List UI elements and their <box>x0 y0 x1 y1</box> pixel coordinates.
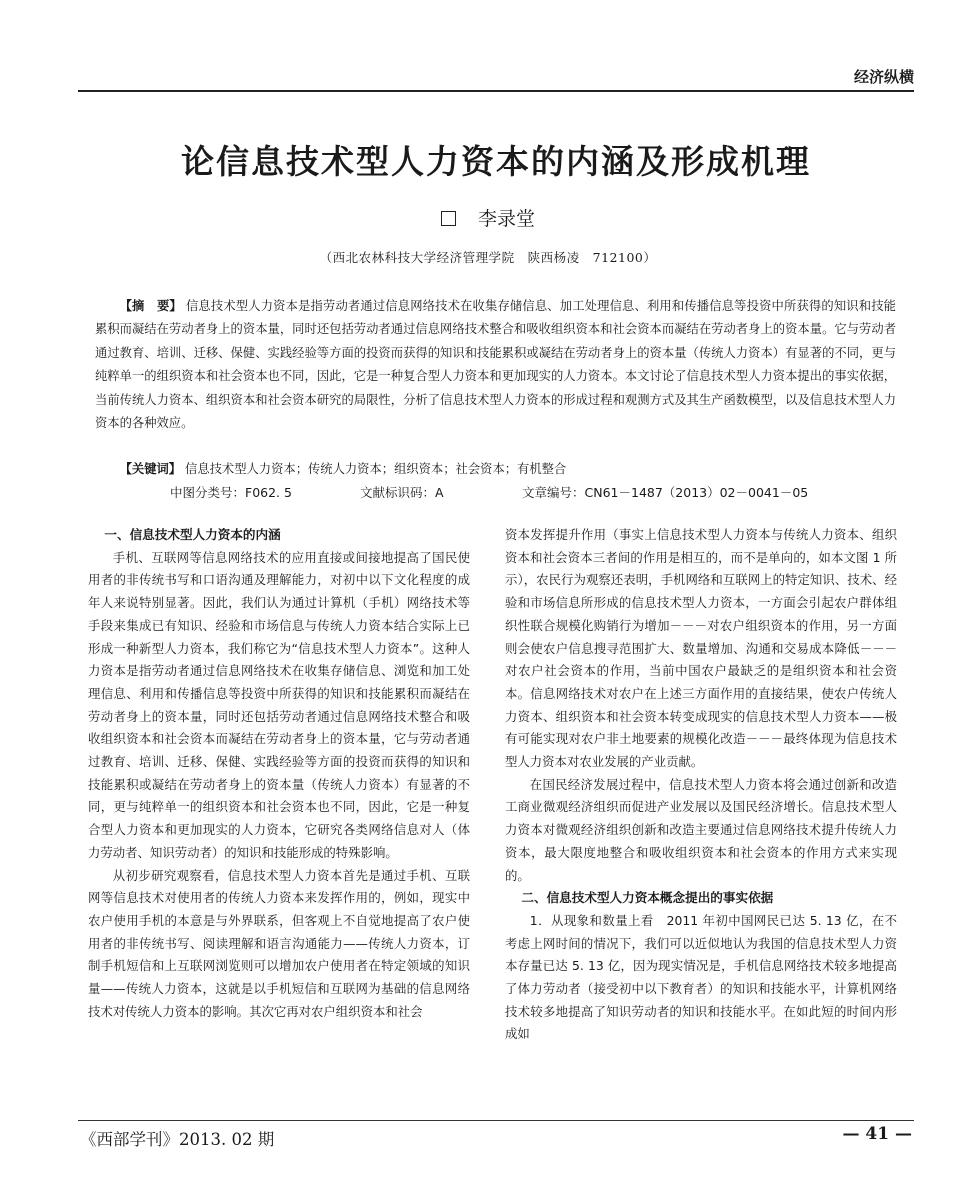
body-paragraph: 手机、互联网等信息网络技术的应用直接或间接地提高了国民使用者的非传统书写和口语沟通及理解能力，对初中以下文化程度的成年人来说特别显著。因此，我们认为通过计算机（手机）网络技术等手段来集成已有知识、经验和市场信息与传统人力资本结合实际上已形成一种新型人力资本，我们称它为“信息技术型人力资本”。这种人力资本是指劳动者通过信息网络技术在收集存储信息、浏览和加工处理信息、利用和传播信息等投资中所获得的知识和技能累积而凝结在劳动者身上的资本量，同时还包括劳动者通过信息网络技术整合和吸收组织资本和社会资本而凝结在劳动者身上的资本量，它与劳动者通过教育、培训、迁移、保健、实践经验等方面的投资而获得的知识和技能累积或凝结在劳动者身上的资本量（传统人力资本）有显著的不同，更与纯粹单一的组织资本和社会资本也不同，因此，它是一种复合型人力资本和更加现实的人力资本，它研究各类网络信息对人（体力劳动者、知识劳动者）的知识和技能形成的特殊影响。 <box>88 549 470 860</box>
keywords-text: 信息技术型人力资本；传统人力资本；组织资本；社会资本；有机整合 <box>185 462 567 476</box>
body-paragraph: 从初步研究观察看，信息技术型人力资本首先是通过手机、互联网等信息技术对使用者的传统人力资本来发挥作用的，例如，现实中农户使用手机的本意是与外界联系，但客观上不自觉地提高了农户使用者的非传统书写、阅读理解和语言沟通能力——传统人力资本，订制手机短信和上互联网浏览则可以增加农户使用者在特定领域的知识量——传统人力资本，这就是以手机短信和互联网为基础的信息网络技术对传统人力资本的影响。其次它再对农户组织资本和社会 <box>88 867 470 1019</box>
running-head: 经济纵横 <box>853 68 914 86</box>
abstract <box>95 295 896 435</box>
author-line <box>0 204 976 231</box>
author-box-icon <box>441 211 456 226</box>
body-paragraph: 在国民经济发展过程中，信息技术型人力资本将会通过创新和改造工商业微观经济组织而促进产业发展以及国民经济增长。信息技术型人力资本对微观经济组织创新和改造主要通过信息网络技术提升传统人力资本，最大限度地整合和吸收组织资本和社会资本的作用方式来实现的。 <box>505 776 897 883</box>
article-title: 论信息技术型人力资本的内涵及形成机理 <box>181 142 811 181</box>
body-column-left <box>88 524 470 1124</box>
page-number: — 41 — <box>842 1124 912 1144</box>
clc-number: 中图分类号：F062. 5 <box>170 485 292 500</box>
keywords <box>95 458 896 480</box>
article-number: 文章编号：CN61－1487（2013）02－0041－05 <box>522 485 809 500</box>
body-paragraph: 资本发挥提升作用（事实上信息技术型人力资本与传统人力资本、组织资本和社会资本三者间的作用是相互的，而不是单向的，如本文图 1 所示），农民行为观察还表明，手机网络和互联网上的特定知识、技术、经验和市场信息所形成的信息技术型人力资本，一方面会引起农户群体组织性联合规模化购销行为增加－－－对农户组织资本的作用，另一方面则会使农户信息搜寻范围扩大、数量增加、沟通和交易成本降低－－－对农户社会资本的作用，当前中国农户最缺乏的是组织资本和社会资本。信息网络技术对农户在上述三方面作用的直接结果，使农户传统人力资本、组织资本和社会资本转变成现实的信息技术型人力资本——极有可能实现对农户非土地要素的规模化改造－－－最终体现为信息技术型人力资本对农业发展的产业贡献。 <box>505 527 897 770</box>
section-heading: 一、信息技术型人力资本的内涵 <box>104 527 281 542</box>
header-rule <box>78 90 914 92</box>
abstract-label: 【摘 要】 <box>119 299 182 313</box>
body-column-right <box>505 524 897 1116</box>
section-heading: 二、信息技术型人力资本概念提出的事实依据 <box>521 890 774 906</box>
classification-line <box>0 483 976 503</box>
keywords-label: 【关键词】 <box>119 462 182 476</box>
author-name: 李录堂 <box>477 208 535 230</box>
affiliation: （西北农林科技大学经济管理学院 陕西杨凌 712100） <box>319 250 657 265</box>
document-code: 文献标识码：A <box>360 485 444 500</box>
footer-rule <box>78 1120 914 1121</box>
body-paragraph: 1．从现象和数量上看 2011 年初中国网民已达 5. 13 亿，在不考虑上网时间的情况下，我们可以近似地认为我国的信息技术型人力资本存量已达 5. 13 亿，因为现实情况是，手机信息网络技术较多地提高了体力劳动者（接受初中以下教育者）的知识和技能水平，计算机网络技术较多地提高了知识劳动者的知识和技能水平。在如此短的时间内形成如 <box>505 912 897 1042</box>
abstract-text: 信息技术型人力资本是指劳动者通过信息网络技术在收集存储信息、加工处理信息、利用和传播信息等投资中所获得的知识和技能累积而凝结在劳动者身上的资本量，同时还包括劳动者通过信息网络技术整合和吸收组织资本和社会资本而凝结在劳动者身上的资本量。它与劳动者通过教育、培训、迁移、保健、实践经验等方面的投资而获得的知识和技能累积或凝结在劳动者身上的资本量（传统人力资本）有显著的不同，更与纯粹单一的组织资本和社会资本也不同，因此，它是一种复合型人力资本和更加现实的人力资本。本文讨论了信息技术型人力资本提出的事实依据，当前传统人力资本、组织资本和社会资本研究的局限性，分析了信息技术型人力资本的形成过程和观测方式及其生产函数模型，以及信息技术型人力资本的各种效应。 <box>95 299 896 431</box>
journal-name: 《西部学刊》2013. 02 期 <box>80 1130 275 1149</box>
